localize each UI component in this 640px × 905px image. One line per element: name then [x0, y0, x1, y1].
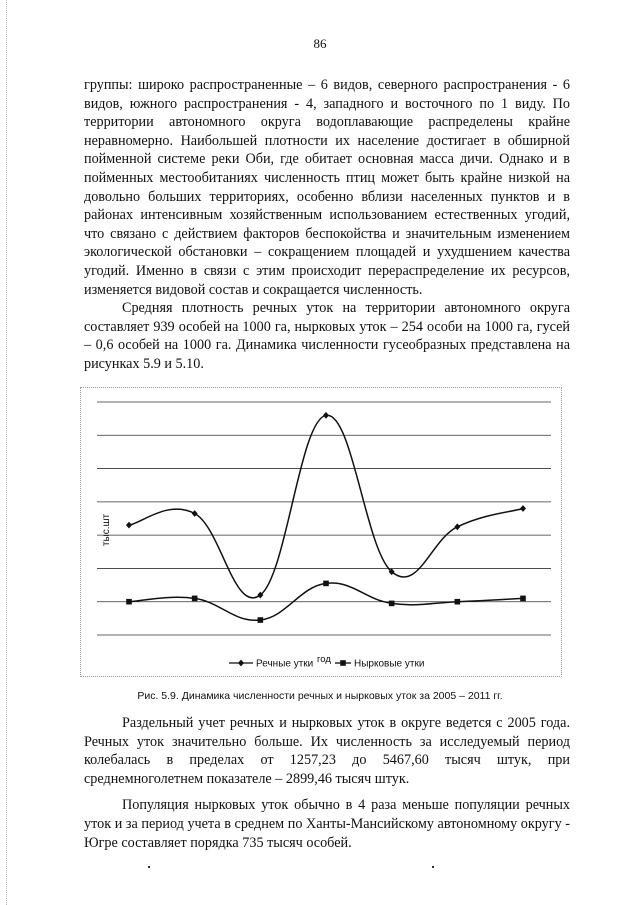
paragraph-3: Раздельный учет речных и нырковых уток в округе ведется с 2005 года. Речных уток значительно больше. Их численность за исследуемый период колебалась в пределах от 1257,23 до 5467,60 тысяч штук, при среднемноголетнем показателе – 2899,46 тысяч штук.	[84, 715, 570, 787]
data-point-marker	[126, 599, 132, 605]
page-edge	[6, 0, 8, 905]
legend-label-diving-ducks: Нырковые утки	[354, 658, 425, 670]
series-line	[129, 415, 523, 598]
page-number: 86	[313, 36, 327, 51]
data-point-marker	[238, 660, 244, 667]
data-point-marker	[389, 601, 395, 607]
data-point-marker	[323, 412, 329, 419]
paragraph-1: группы: широко распространенные – 6 видов, северного распространения - 6 видов, южного распространения - 4, западного и восточного по 1 виду. По территории автономного округа водоплавающие распределены крайне неравномерно. Наибольшей плотности их население достигает в обширной пойменной системе реки Оби, где обитает основная масса дичи. Однако и в пойменных местообитаниях численность птиц может быть крайне низкой на довольно больших территориях, особенно вблизи населенных пунктов и в районах интенсивным хозяйственным использованием естественных угодий, что связано с действием факторов беспокойства и значительным изменением экологической обстановки – сокращением площадей и ухудшением качества угодий. Именно в связи с этим происходит перераспределение их ресурсов, изменяется видовой состав и сокращается численность.	[84, 77, 570, 298]
chart-svg	[81, 388, 563, 678]
data-point-marker	[520, 505, 526, 512]
data-point-marker	[455, 599, 461, 605]
text-block-bottom	[84, 714, 570, 852]
scan-mark	[148, 866, 150, 868]
data-point-marker	[340, 660, 346, 666]
data-point-marker	[192, 596, 198, 602]
chart-series-layer	[126, 412, 526, 623]
data-point-marker	[520, 596, 526, 602]
chart-figure	[80, 387, 562, 677]
legend-label-river-ducks: Речные утки	[256, 658, 314, 670]
series-river-ducks	[126, 412, 526, 599]
data-point-marker	[192, 510, 198, 517]
x-axis-label: год	[317, 654, 331, 665]
data-point-marker	[323, 581, 329, 587]
data-point-marker	[126, 522, 132, 529]
text-block-top	[84, 76, 570, 374]
chart-legend	[229, 654, 424, 670]
figure-caption: Рис. 5.9. Динамика численности речных и нырковых уток за 2005 – 2011 гг.	[137, 690, 503, 702]
scan-mark	[432, 866, 434, 868]
y-axis-label: тыс.шт	[101, 513, 112, 547]
data-point-marker	[454, 523, 460, 530]
paragraph-2: Средняя плотность речных уток на территории автономного округа составляет 939 особей на 1000 га, нырковых уток – 254 особи на 1000 га, гусей – 0,6 особей на 1000 га. Динамика численности гусеобразных представлена на рисунках 5.9 и 5.10.	[84, 300, 570, 372]
data-point-marker	[258, 617, 264, 623]
paragraph-4: Популяция нырковых уток обычно в 4 раза меньше популяции речных уток и за период учета в среднем по Ханты-Мансийскому автономному округу - Югре составляет порядка 735 тысяч особей.	[84, 797, 570, 851]
